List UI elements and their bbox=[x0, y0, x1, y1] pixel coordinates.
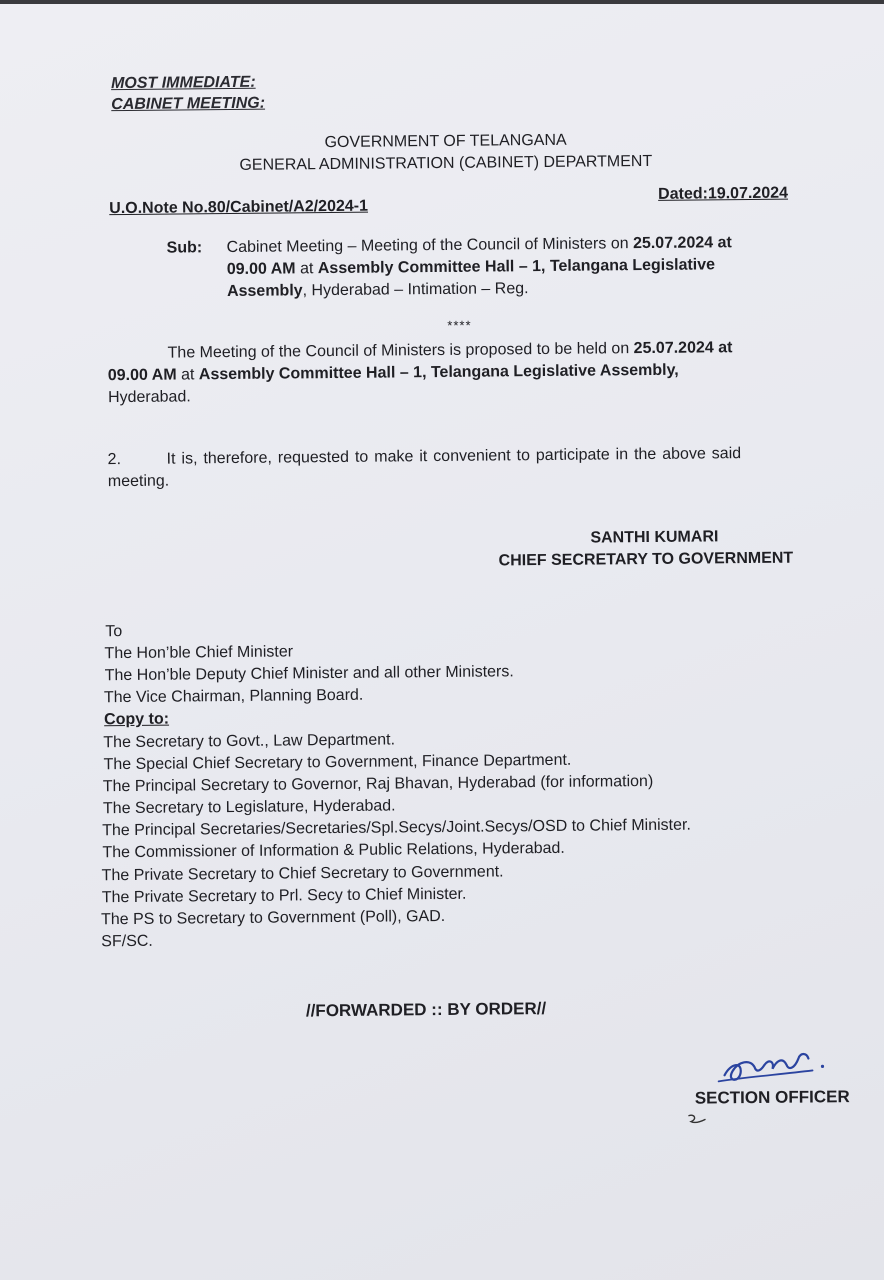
para2-line-2: meeting. bbox=[107, 472, 170, 491]
subject-line-1: Cabinet Meeting – Meeting of the Council of Ministers on 25.07.2024 at bbox=[226, 234, 732, 257]
government-title: GOVERNMENT OF TELANGANA bbox=[324, 131, 567, 152]
copy-item: The Special Chief Secretary to Government, Finance Department. bbox=[103, 751, 572, 774]
copy-to-label: Copy to: bbox=[104, 710, 170, 729]
forwarded-by-order: //FORWARDED :: BY ORDER// bbox=[305, 999, 547, 1021]
para1-line-3: Hyderabad. bbox=[107, 388, 191, 407]
subject-label: Sub: bbox=[166, 239, 203, 257]
most-immediate-flag: MOST IMMEDIATE: bbox=[110, 73, 256, 93]
recipient-item: The Hon’ble Deputy Chief Minister and all other Ministers. bbox=[104, 663, 514, 685]
subject-line-3: Assembly, Hyderabad – Intimation – Reg. bbox=[226, 280, 529, 301]
cabinet-meeting-flag: CABINET MEETING: bbox=[111, 94, 266, 114]
signature-scribble bbox=[716, 1040, 836, 1089]
copy-item: The Private Secretary to Prl. Secy to Chief Minister. bbox=[101, 885, 467, 907]
separator: **** bbox=[447, 317, 472, 333]
to-label: To bbox=[105, 623, 123, 641]
note-number: U.O.Note No.80/Cabinet/A2/2024-1 bbox=[109, 197, 369, 218]
copy-item: The Private Secretary to Chief Secretary to Government. bbox=[101, 863, 504, 885]
recipient-item: The Vice Chairman, Planning Board. bbox=[103, 686, 364, 707]
copy-item: The Secretary to Govt., Law Department. bbox=[103, 731, 396, 752]
signatory-designation: CHIEF SECRETARY TO GOVERNMENT bbox=[498, 549, 794, 570]
recipient-item: The Hon’ble Chief Minister bbox=[104, 643, 294, 663]
para2-number: 2. bbox=[107, 451, 122, 469]
copy-item: The Commissioner of Information & Public Relations, Hyderabad. bbox=[102, 839, 565, 862]
signatory-name: SANTHI KUMARI bbox=[590, 528, 719, 547]
section-officer-title: SECTION OFFICER bbox=[694, 1087, 850, 1108]
copy-item: The Principal Secretaries/Secretaries/Spl.Secys/Joint.Secys/OSD to Chief Minister. bbox=[102, 816, 691, 840]
para2-line-1: It is, therefore, requested to make it convenient to participate in the above said bbox=[166, 445, 742, 468]
para1-line-2: 09.00 AM at Assembly Committee Hall – 1, Telangana Legislative Assembly, bbox=[107, 361, 679, 385]
subject-line-2: 09.00 AM at Assembly Committee Hall – 1, Telangana Legislative bbox=[226, 256, 716, 279]
para1-line-1: The Meeting of the Council of Ministers is proposed to be held on 25.07.2024 at bbox=[167, 339, 733, 362]
note-date: Dated:19.07.2024 bbox=[658, 184, 789, 203]
department-title: GENERAL ADMINISTRATION (CABINET) DEPARTMENT bbox=[239, 152, 653, 174]
copy-item: SF/SC. bbox=[101, 932, 153, 951]
copy-item: The Principal Secretary to Governor, Raj Bhavan, Hyderabad (for information) bbox=[102, 772, 654, 796]
initial-mark bbox=[685, 1111, 711, 1127]
copy-item: The PS to Secretary to Government (Poll), GAD. bbox=[100, 907, 446, 929]
copy-item: The Secretary to Legislature, Hyderabad. bbox=[102, 797, 396, 818]
